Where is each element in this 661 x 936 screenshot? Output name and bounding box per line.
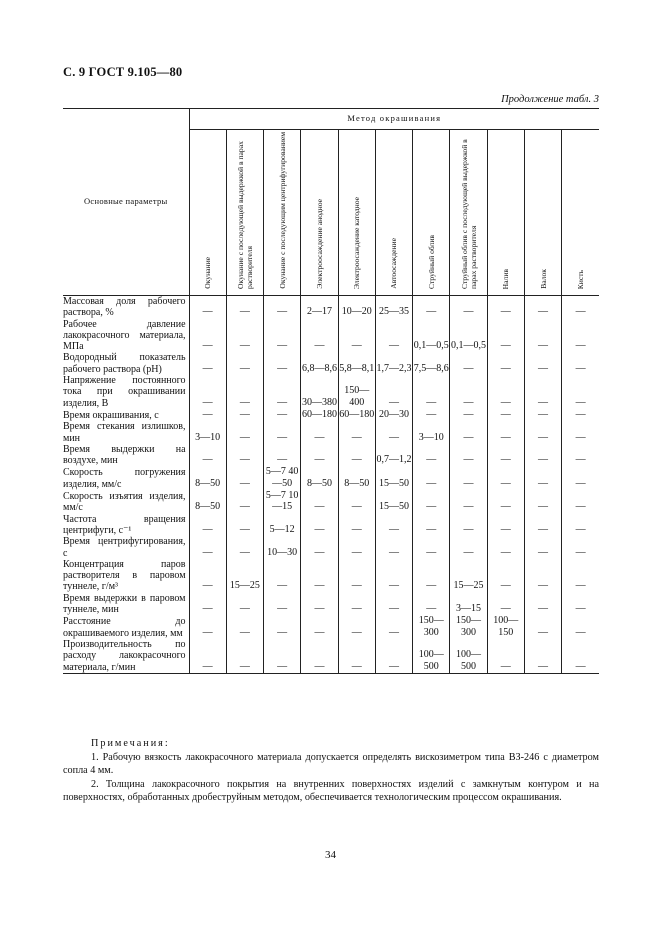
value-cell: — (562, 444, 599, 467)
value-cell: — (189, 352, 226, 375)
value-cell: — (562, 615, 599, 639)
value-cell: — (524, 536, 561, 559)
value-cell: — (562, 466, 599, 490)
value-cell: — (264, 319, 301, 353)
value-cell: — (524, 490, 561, 514)
value-cell: — (264, 593, 301, 616)
value-cell: — (301, 421, 338, 444)
value-cell: — (562, 536, 599, 559)
value-cell: — (524, 559, 561, 593)
value-cell: — (524, 319, 561, 353)
note-item: 1. Рабочую вязкость лакокрасочного материала допускается определять вискозиметром типа ВЗ-246 с диаметром сопла 4 мм. (63, 751, 599, 776)
value-cell: — (338, 444, 375, 467)
value-cell: — (301, 536, 338, 559)
value-cell: — (524, 352, 561, 375)
value-cell: — (562, 639, 599, 673)
value-cell: — (487, 559, 524, 593)
value-cell: — (524, 409, 561, 421)
value-cell: — (524, 514, 561, 537)
table-row (63, 352, 599, 375)
value-cell: — (413, 593, 450, 616)
value-cell: — (226, 421, 263, 444)
parameter-cell: Производительность по расходу лакокрасочного материала, г/мин (63, 639, 189, 673)
value-cell: — (487, 409, 524, 421)
value-cell: — (338, 615, 375, 639)
notes-section (63, 737, 599, 805)
value-cell: — (338, 593, 375, 616)
value-cell: — (450, 444, 487, 467)
value-cell: 10—20 (338, 296, 375, 319)
value-cell: — (562, 559, 599, 593)
parameter-cell: Рабочее давление лакокрасочного материала, МПа (63, 318, 186, 353)
value-cell: — (562, 409, 599, 421)
value-cell: 7,5—8,6 (413, 352, 450, 375)
value-cell: — (338, 559, 375, 593)
value-cell: — (338, 536, 375, 559)
value-cell: 3—10 (413, 421, 450, 444)
method-group-header: Метод окрашивания (189, 109, 599, 130)
value-cell: 10—30 (264, 536, 301, 559)
table-row (63, 615, 599, 639)
value-cell: — (226, 490, 263, 514)
value-cell: 15—50 (375, 466, 412, 490)
value-cell: — (189, 296, 226, 319)
value-cell: — (524, 375, 561, 409)
value-cell: — (264, 375, 301, 409)
value-cell: — (487, 421, 524, 444)
parameter-cell: Водородный показатель рабочего раствора (рН) (63, 352, 186, 375)
value-cell: — (450, 490, 487, 514)
value-cell: 15—25 (450, 559, 487, 593)
value-cell: 8—50 (338, 466, 375, 490)
value-cell: — (375, 593, 412, 616)
method-column-label: Электроосаждение анодное (314, 199, 324, 289)
table-row (63, 421, 599, 444)
method-column-header (301, 130, 338, 296)
value-cell: 1,7—2,3 (375, 352, 412, 375)
method-column-header (189, 130, 226, 296)
value-cell: — (413, 409, 450, 421)
value-cell: — (301, 319, 338, 353)
value-cell: — (562, 490, 599, 514)
value-cell: 8—50 (189, 490, 226, 514)
parameter-cell: Время выдержки в паровом туннеле, мин (63, 592, 186, 616)
value-cell: — (562, 375, 599, 409)
value-cell: — (562, 514, 599, 537)
value-cell: — (375, 375, 412, 409)
parameter-cell: Частота вращения центрифуги, с⁻¹ (63, 513, 186, 536)
value-cell: 8—50 (301, 466, 338, 490)
value-cell: 3—15 (450, 593, 487, 616)
value-cell: — (524, 421, 561, 444)
value-cell: 150— 300 (413, 615, 450, 639)
value-cell: — (413, 296, 450, 319)
parameter-cell: Концентрация паров растворителя в паровом туннеле, г/м³ (63, 558, 186, 593)
value-cell: — (189, 559, 226, 593)
parameter-cell: Время центрифугирования, с (63, 536, 186, 559)
value-cell: — (264, 296, 301, 319)
value-cell: 0,1—0,5 (450, 319, 487, 353)
value-cell: — (264, 444, 301, 467)
value-cell: — (524, 615, 561, 639)
parameter-cell: Напряжение постоянного тока при окрашивании изделия, В (63, 375, 186, 409)
value-cell: 2—17 (301, 296, 338, 319)
value-cell: — (375, 639, 412, 673)
parameter-cell: Время окрашивания, с (63, 409, 159, 421)
method-column-header (413, 130, 450, 296)
value-cell: — (189, 319, 226, 353)
value-cell: — (226, 593, 263, 616)
value-cell: — (264, 559, 301, 593)
value-cell: — (487, 319, 524, 353)
method-column-header (375, 130, 412, 296)
value-cell: — (524, 639, 561, 673)
method-column-label: Кисть (576, 269, 586, 289)
value-cell: — (413, 375, 450, 409)
value-cell: 100— 500 (450, 639, 487, 673)
value-cell: — (562, 352, 599, 375)
value-cell: — (375, 559, 412, 593)
page-number: 34 (325, 849, 336, 861)
table-continuation-label: Продолжение табл. 3 (501, 94, 599, 105)
method-column-header (338, 130, 375, 296)
table-row (63, 444, 599, 467)
table-row (63, 593, 599, 616)
value-cell: — (189, 444, 226, 467)
value-cell: 3—10 (189, 421, 226, 444)
value-cell: — (375, 536, 412, 559)
value-cell: 100— 500 (413, 639, 450, 673)
method-column-label: Автоосаждение (389, 238, 399, 289)
value-cell: 5—12 (264, 514, 301, 537)
table-row (63, 466, 599, 490)
value-cell: — (226, 352, 263, 375)
value-cell: — (226, 536, 263, 559)
method-column-label: Налив (501, 268, 511, 289)
value-cell: 150— 300 (450, 615, 487, 639)
parameter-cell: Расстояние до окрашиваемого изделия, мм (63, 616, 186, 639)
document-header: С. 9 ГОСТ 9.105—80 (63, 65, 183, 79)
value-cell: — (301, 559, 338, 593)
value-cell: — (487, 296, 524, 319)
table-row (63, 375, 599, 409)
value-cell: — (450, 409, 487, 421)
value-cell: 0,7—1,2 (375, 444, 412, 467)
value-cell: 150— 400 (338, 375, 375, 409)
note-item: 2. Толщина лакокрасочного покрытия на внутренних поверхностях изделий с замкнутым контуром и на поверхностях, обработанных дробеструйным методом, обеспечивается технологическим процессом окрашивания. (63, 778, 599, 803)
table-row (63, 559, 599, 593)
value-cell: — (226, 639, 263, 673)
value-cell: — (189, 593, 226, 616)
parameter-cell: Массовая доля рабочего раствора, % (63, 296, 186, 319)
painting-methods-table (63, 108, 599, 674)
value-cell: — (226, 444, 263, 467)
table-row (63, 319, 599, 353)
value-cell: — (413, 444, 450, 467)
value-cell: — (375, 514, 412, 537)
value-cell: — (301, 615, 338, 639)
table-row (63, 409, 599, 421)
value-cell: — (413, 490, 450, 514)
table-row (63, 536, 599, 559)
value-cell: — (226, 615, 263, 639)
value-cell: — (524, 593, 561, 616)
value-cell: — (226, 319, 263, 353)
value-cell: — (487, 375, 524, 409)
table-row (63, 296, 599, 319)
value-cell: 60—180 (339, 408, 375, 420)
value-cell: — (562, 296, 599, 319)
value-cell: — (264, 409, 301, 421)
value-cell: — (375, 615, 412, 639)
params-column-header: Основные параметры (63, 109, 189, 296)
value-cell: — (189, 639, 226, 673)
value-cell: — (413, 466, 450, 490)
value-cell: — (450, 375, 487, 409)
value-cell: — (264, 421, 301, 444)
table-row (63, 639, 599, 673)
value-cell: — (487, 514, 524, 537)
value-cell: — (189, 615, 226, 639)
value-cell: — (487, 639, 524, 673)
method-column-label: Окунание с последующим центрифугированием (277, 132, 287, 289)
value-cell: — (226, 409, 263, 421)
notes-title: Примечания: (91, 738, 170, 749)
method-column-header (450, 130, 487, 296)
parameter-cell: Скорость изъятия изделия, мм/с (63, 491, 186, 514)
value-cell: 15—25 (226, 559, 263, 593)
value-cell: — (524, 296, 561, 319)
value-cell: 5—7 10—15 (264, 490, 301, 514)
value-cell: — (487, 352, 524, 375)
value-cell: — (264, 352, 301, 375)
value-cell: — (524, 466, 561, 490)
value-cell: — (375, 319, 412, 353)
method-column-label: Струйный облив с последующей выдержкой в парах растворителя (459, 139, 478, 289)
value-cell: — (487, 466, 524, 490)
value-cell: — (487, 536, 524, 559)
value-cell: — (226, 514, 263, 537)
value-cell: 5—7 40—50 (264, 466, 301, 490)
value-cell: 30—380 (301, 375, 338, 409)
value-cell: 20—30 (375, 409, 412, 421)
value-cell: — (487, 490, 524, 514)
parameter-cell: Скорость погружения изделия, мм/с (63, 467, 186, 490)
value-cell: — (189, 514, 226, 537)
value-cell: 25—35 (375, 296, 412, 319)
value-cell: — (338, 490, 375, 514)
value-cell: 15—50 (375, 490, 412, 514)
method-column-label: Электроосаждение катодное (352, 196, 362, 289)
value-cell: 0,1—0,5 (413, 319, 450, 353)
value-cell: — (450, 421, 487, 444)
value-cell: — (450, 296, 487, 319)
value-cell: — (301, 593, 338, 616)
value-cell: — (338, 421, 375, 444)
value-cell: — (375, 421, 412, 444)
method-column-header (562, 130, 599, 296)
value-cell: — (338, 319, 375, 353)
value-cell: — (562, 421, 599, 444)
value-cell: — (450, 466, 487, 490)
value-cell: — (301, 490, 338, 514)
value-cell: 5,8—8,1 (338, 352, 375, 375)
value-cell: — (301, 444, 338, 467)
method-column-label: Окунание с последующей выдержкой в парах растворителя (235, 141, 254, 289)
value-cell: — (189, 375, 226, 409)
method-column-header (487, 130, 524, 296)
value-cell: — (524, 444, 561, 467)
parameter-cell: Время стекания излишков, мин (63, 421, 186, 444)
value-cell: — (487, 444, 524, 467)
value-cell: 100— 150 (487, 615, 524, 639)
value-cell: — (487, 593, 524, 616)
value-cell: — (413, 514, 450, 537)
value-cell: — (413, 536, 450, 559)
value-cell: — (338, 514, 375, 537)
value-cell: — (189, 409, 226, 421)
method-column-label: Струйный облив (426, 235, 436, 289)
value-cell: — (264, 639, 301, 673)
method-column-label: Валок (538, 269, 548, 289)
table-row (63, 490, 599, 514)
value-cell: — (189, 536, 226, 559)
value-cell: 6,8—8,6 (301, 352, 338, 375)
value-cell: — (450, 352, 487, 375)
value-cell: — (562, 319, 599, 353)
value-cell: — (264, 615, 301, 639)
value-cell: 8—50 (189, 466, 226, 490)
value-cell: — (301, 514, 338, 537)
method-column-header (226, 130, 263, 296)
value-cell: — (226, 296, 263, 319)
value-cell: — (338, 639, 375, 673)
value-cell: — (562, 593, 599, 616)
value-cell: — (226, 466, 263, 490)
value-cell: — (413, 559, 450, 593)
value-cell: — (226, 375, 263, 409)
value-cell: — (450, 536, 487, 559)
method-column-label: Окунание (203, 257, 213, 289)
value-cell: — (301, 639, 338, 673)
parameter-cell: Время выдержки на воздухе, мин (63, 443, 186, 467)
value-cell: 60—180 (301, 408, 337, 420)
value-cell: — (450, 514, 487, 537)
method-column-header (524, 130, 561, 296)
method-column-header (264, 130, 301, 296)
table-row (63, 514, 599, 537)
